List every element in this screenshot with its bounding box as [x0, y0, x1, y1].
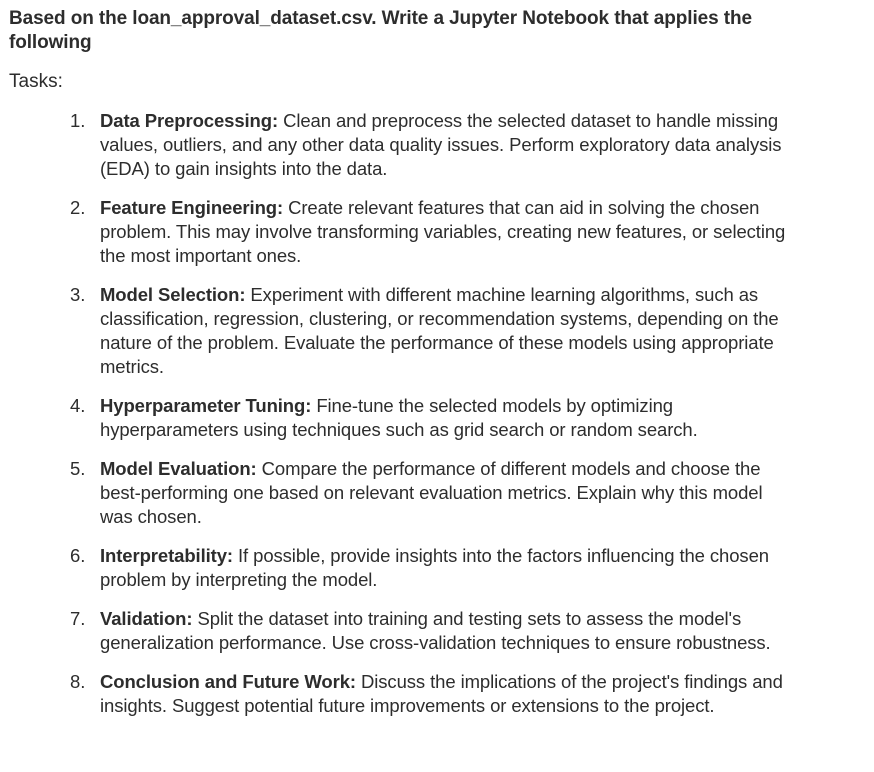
task-item-feature-engineering — [0, 196, 800, 268]
task-description: Clean and preprocess the selected dataset to handle missing values, outliers, and any other data quality issues. Perform exploratory data analysis (EDA) to gain insights into the data. — [100, 110, 782, 179]
task-title: Model Selection: — [100, 284, 246, 305]
task-number: 1. — [70, 110, 86, 131]
intro-heading: Based on the loan_approval_dataset.csv. Write a Jupyter Notebook that applies the following — [9, 8, 752, 53]
task-number: 5. — [70, 458, 86, 479]
task-number: 3. — [70, 284, 86, 305]
task-item-hyperparameter-tuning — [0, 394, 800, 442]
task-title: Hyperparameter Tuning: — [100, 395, 312, 416]
task-description: Compare the performance of different models and choose the best-performing one based on relevant evaluation metrics. Explain why this model was chosen. — [100, 458, 763, 527]
task-description: If possible, provide insights into the factors influencing the chosen problem by interpreting the model. — [100, 545, 769, 590]
task-title: Model Evaluation: — [100, 458, 257, 479]
task-description: Experiment with different machine learning algorithms, such as classification, regression, clustering, or recommendation systems, depending on the nature of the problem. Evaluate the performance of these models using appropriate metrics. — [100, 284, 779, 377]
task-description: Discuss the implications of the project's findings and insights. Suggest potential future improvements or extensions to the project. — [100, 671, 783, 716]
task-number: 6. — [70, 545, 86, 566]
task-title: Conclusion and Future Work: — [100, 671, 356, 692]
task-title: Feature Engineering: — [100, 197, 284, 218]
task-description: Fine-tune the selected models by optimizing hyperparameters using techniques such as grid search or random search. — [100, 395, 698, 440]
task-description: Split the dataset into training and testing sets to assess the model's generalization performance. Use cross-validation techniques to ensure robustness. — [100, 608, 771, 653]
task-number: 7. — [70, 608, 86, 629]
task-item-model-evaluation — [0, 457, 800, 529]
tasks-label: Tasks: — [9, 71, 63, 92]
task-number: 2. — [70, 197, 86, 218]
task-title: Validation: — [100, 608, 193, 629]
task-item-validation — [0, 607, 800, 655]
task-item-conclusion-future-work — [0, 670, 800, 718]
task-title: Interpretability: — [100, 545, 233, 566]
task-number: 8. — [70, 671, 86, 692]
task-list — [0, 109, 874, 733]
task-item-data-preprocessing — [0, 109, 800, 181]
task-item-interpretability — [0, 544, 800, 592]
task-item-model-selection — [0, 283, 800, 379]
task-title: Data Preprocessing: — [100, 110, 279, 131]
task-number: 4. — [70, 395, 86, 416]
task-description: Create relevant features that can aid in solving the chosen problem. This may involve transforming variables, creating new features, or selecting the most important ones. — [100, 197, 786, 266]
